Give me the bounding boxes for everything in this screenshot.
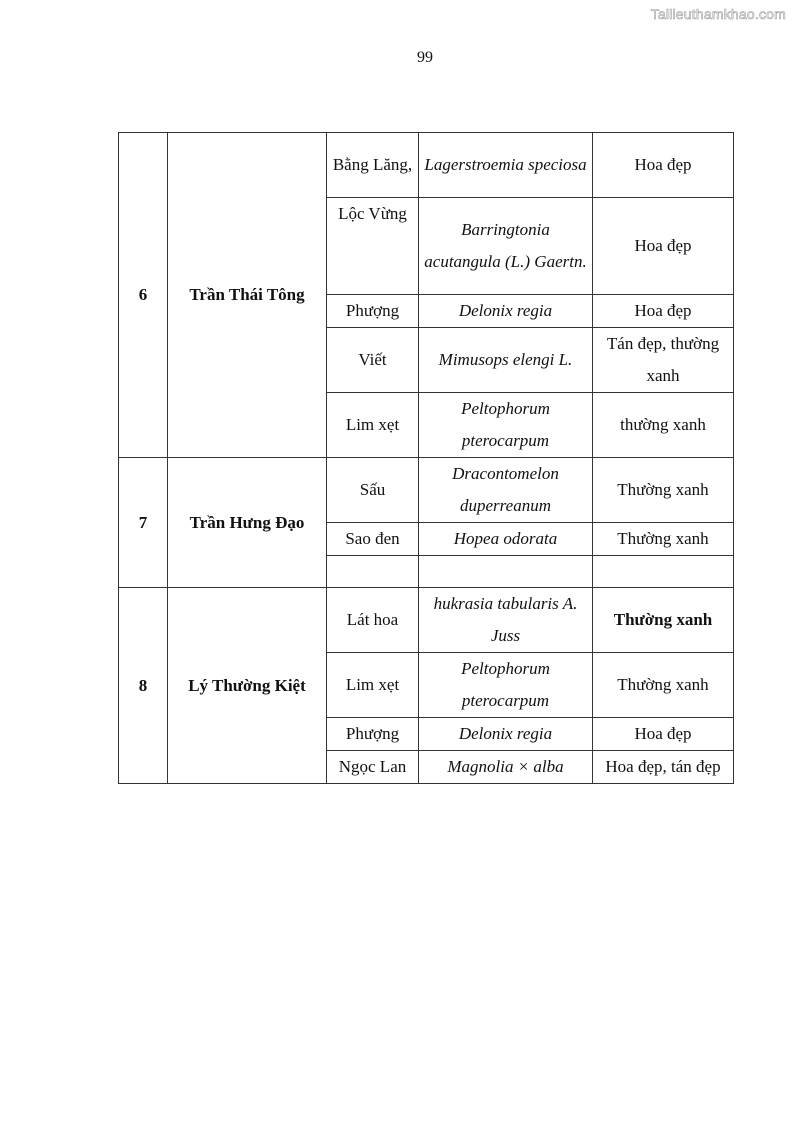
common-name: Bằng Lăng, <box>327 133 419 198</box>
characteristic <box>593 556 734 588</box>
scientific-name: Magnolia × alba <box>419 751 593 784</box>
characteristic: Hoa đẹp <box>593 133 734 198</box>
scientific-name: Peltophorum pterocarpum <box>419 653 593 718</box>
scientific-name: Peltophorum pterocarpum <box>419 393 593 458</box>
characteristic: Tán đẹp, thường xanh <box>593 328 734 393</box>
table-row <box>119 458 734 523</box>
characteristic: Thường xanh <box>593 523 734 556</box>
characteristic: Thường xanh <box>593 653 734 718</box>
common-name: Phượng <box>327 718 419 751</box>
common-name: Sao đen <box>327 523 419 556</box>
scientific-name <box>419 556 593 588</box>
scientific-name: Delonix regia <box>419 295 593 328</box>
scientific-name: Mimusops elengi L. <box>419 328 593 393</box>
common-name: Ngọc Lan <box>327 751 419 784</box>
scientific-name: Dracontomelon duperreanum <box>419 458 593 523</box>
group-number: 7 <box>119 458 168 588</box>
characteristic: Hoa đẹp <box>593 198 734 295</box>
watermark-text: Tailieuthamkhao.com <box>650 6 786 22</box>
common-name: Lim xẹt <box>327 393 419 458</box>
street-name: Trần Thái Tông <box>168 133 327 458</box>
common-name: Lộc Vừng <box>327 198 419 295</box>
characteristic: thường xanh <box>593 393 734 458</box>
street-name: Trần Hưng Đạo <box>168 458 327 588</box>
scientific-name: Barringtonia acutangula (L.) Gaertn. <box>419 198 593 295</box>
scientific-name: hukrasia tabularis A. Juss <box>419 588 593 653</box>
tree-species-table <box>118 132 734 784</box>
group-number: 8 <box>119 588 168 784</box>
table-row <box>119 133 734 198</box>
characteristic: Hoa đẹp, tán đẹp <box>593 751 734 784</box>
characteristic: Hoa đẹp <box>593 295 734 328</box>
page-number: 99 <box>417 49 433 66</box>
characteristic: Hoa đẹp <box>593 718 734 751</box>
table-row <box>119 588 734 653</box>
scientific-name: Hopea odorata <box>419 523 593 556</box>
group-number: 6 <box>119 133 168 458</box>
scientific-name: Delonix regia <box>419 718 593 751</box>
common-name: Lim xẹt <box>327 653 419 718</box>
street-name: Lý Thường Kiệt <box>168 588 327 784</box>
common-name: Viết <box>327 328 419 393</box>
common-name <box>327 556 419 588</box>
common-name: Phượng <box>327 295 419 328</box>
characteristic: Thường xanh <box>593 458 734 523</box>
characteristic: Thường xanh <box>593 588 734 653</box>
common-name: Sấu <box>327 458 419 523</box>
scientific-name: Lagerstroemia speciosa <box>419 133 593 198</box>
common-name: Lát hoa <box>327 588 419 653</box>
